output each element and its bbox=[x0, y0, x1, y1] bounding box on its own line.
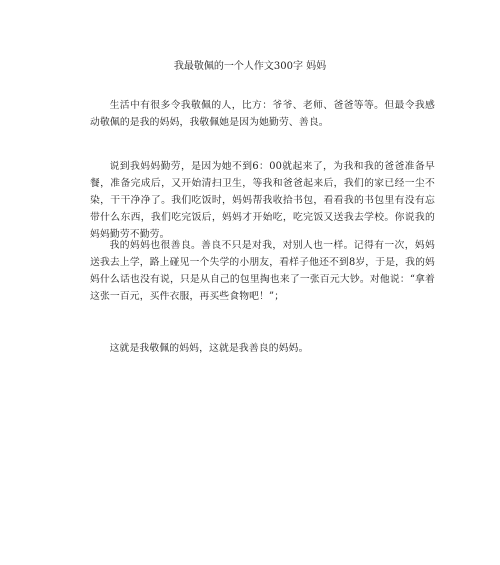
paragraph-conclusion: 这就是我敬佩的妈妈，这就是我善良的妈妈。 bbox=[109, 343, 309, 354]
paragraph-intro: 生活中有很多令我敬佩的人，比方：爷爷、老师、爸爸等等。但最令我感动敬佩的是我的妈妈，我敬佩她是因为她勤劳、善良。 bbox=[90, 100, 435, 128]
paragraph-diligent: 说到我妈妈勤劳，是因为她不到6：00就起来了，为我和我的爸爸准备早餐，准备完成后，又开始清扫卫生，等我和爸爸起来后，我们的家已经一尘不染，干干净净了。我们吃饭时，妈妈帮我收拾书包，看看我的书包里有没有忘带什么东西，我们吃完饭后，妈妈才开始吃，吃完饭又送我去学校。你说我的妈妈勤劳不勤劳。 bbox=[90, 161, 435, 240]
paragraph-kind: 我的妈妈也很善良。善良不只是对我，对别人也一样。记得有一次，妈妈送我去上学，路上碰见一个失学的小朋友，看样子他还不到8岁，于是，我的妈妈什么话也没有说，只是从自己的包里掏也来了一张百元大钞。对他说：“拿着这张一百元，买件衣服，再买些食物吧！”； bbox=[90, 240, 435, 302]
document-title: 我最敬佩的一个人作文300字 妈妈 bbox=[173, 61, 327, 72]
